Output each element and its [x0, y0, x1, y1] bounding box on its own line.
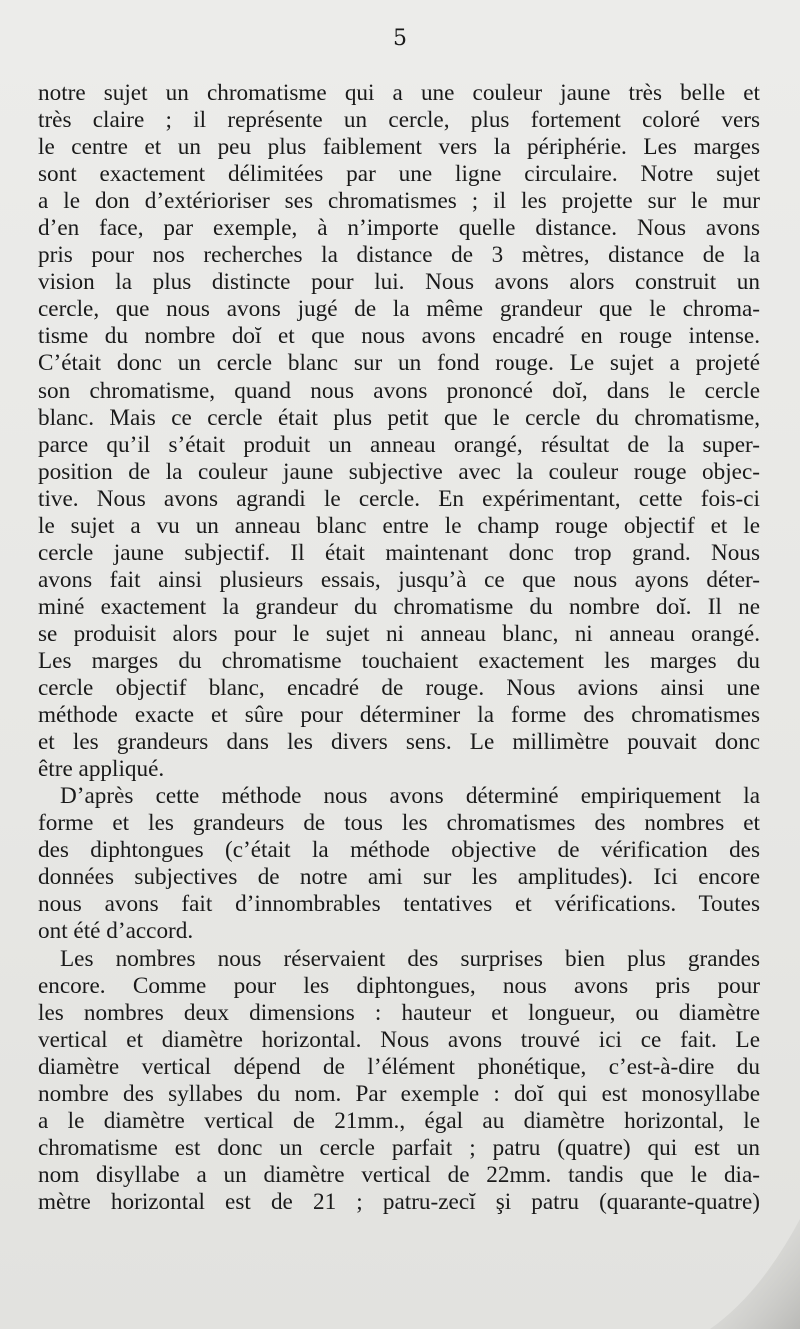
- page-number: 5: [393, 26, 407, 51]
- text-line: les nombres deux dimensions : hauteur et longueur, ou diamètre: [38, 999, 760, 1026]
- body-text: [38, 80, 760, 1216]
- text-line: notre sujet un chromatisme qui a une couleur jaune très belle et: [38, 80, 760, 106]
- text-line: Les nombres nous réservaient des surprises bien plus grandes: [60, 945, 760, 972]
- text-line: données subjectives de notre ami sur les amplitudes). Ici encore: [38, 864, 760, 891]
- paragraph: [38, 946, 760, 1216]
- text-line: le sujet a vu un anneau blanc entre le champ rouge objectif et le: [38, 512, 760, 539]
- text-line: des diphtongues (c’était la méthode objective de vérification des: [38, 837, 760, 864]
- text-line: a le don d’extérioriser ses chromatismes ; il les projette sur le mur: [38, 188, 760, 215]
- text-line: se produisit alors pour le sujet ni anneau blanc, ni anneau orangé.: [38, 620, 760, 647]
- text-line: son chromatisme, quand nous avons prononcé doĭ, dans le cercle: [38, 377, 760, 404]
- page-curl-shadow: [690, 1209, 800, 1329]
- text-line: C’était donc un cercle blanc sur un fond rouge. Le sujet a projeté: [38, 350, 760, 377]
- paragraph: [38, 783, 760, 945]
- text-line: et les grandeurs dans les divers sens. Le millimètre pouvait donc: [38, 729, 760, 756]
- text-line: nous avons fait d’innombrables tentatives et vérifications. Toutes: [38, 891, 760, 918]
- text-line: D’après cette méthode nous avons déterminé empiriquement la: [60, 783, 760, 810]
- text-line: nombre des syllabes du nom. Par exemple : doĭ qui est monosyllabe: [38, 1080, 760, 1107]
- text-line: cercle objectif blanc, encadré de rouge. Nous avions ainsi une: [38, 675, 760, 702]
- text-line: très claire ; il représente un cercle, plus fortement coloré vers: [38, 107, 760, 134]
- text-line: d’en face, par exemple, à n’importe quelle distance. Nous avons: [38, 215, 760, 242]
- text-line: ont été d’accord.: [38, 918, 194, 945]
- text-line: méthode exacte et sûre pour déterminer la forme des chromatismes: [38, 702, 760, 729]
- text-line: blanc. Mais ce cercle était plus petit que le cercle du chromatisme,: [38, 404, 760, 431]
- text-line: diamètre vertical dépend de l’élément phonétique, c’est-à-dire du: [38, 1053, 760, 1080]
- text-line: pris pour nos recherches la distance de 3 mètres, distance de la: [38, 242, 760, 269]
- text-line: avons fait ainsi plusieurs essais, jusqu’à ce que nous ayons déter-: [38, 566, 760, 593]
- text-line: forme et les grandeurs de tous les chromatismes des nombres et: [38, 810, 760, 837]
- text-line: position de la couleur jaune subjective avec la couleur rouge objec-: [38, 458, 760, 485]
- text-line: cercle jaune subjectif. Il était maintenant donc trop grand. Nous: [38, 539, 760, 566]
- text-line: encore. Comme pour les diphtongues, nous avons pris pour: [38, 972, 760, 999]
- text-line: Les marges du chromatisme touchaient exactement les marges du: [38, 647, 760, 674]
- text-line: chromatisme est donc un cercle parfait ; patru (quatre) qui est un: [38, 1134, 760, 1161]
- text-line: mètre horizontal est de 21 ; patru-zecĭ şi patru (quarante-quatre): [38, 1188, 760, 1215]
- text-line: a le diamètre vertical de 21mm., égal au diamètre horizontal, le: [38, 1107, 760, 1134]
- text-line: tive. Nous avons agrandi le cercle. En expérimentant, cette fois-ci: [38, 485, 760, 512]
- text-line: nom disyllabe a un diamètre vertical de 22mm. tandis que le dia-: [38, 1161, 760, 1188]
- text-line: miné exactement la grandeur du chromatisme du nombre doĭ. Il ne: [38, 593, 760, 620]
- text-line: le centre et un peu plus faiblement vers la périphérie. Les marges: [38, 134, 760, 161]
- text-line: vision la plus distincte pour lui. Nous avons alors construit un: [38, 269, 760, 296]
- text-line: être appliqué.: [38, 756, 165, 783]
- text-line: parce qu’il s’était produit un anneau orangé, résultat de la super-: [38, 431, 760, 458]
- text-line: cercle, que nous avons jugé de la même grandeur que le chroma-: [38, 296, 760, 323]
- text-line: tisme du nombre doĭ et que nous avons encadré en rouge intense.: [38, 323, 760, 350]
- text-line: vertical et diamètre horizontal. Nous avons trouvé ici ce fait. Le: [38, 1026, 760, 1053]
- paragraph: [38, 80, 760, 783]
- text-line: sont exactement délimitées par une ligne circulaire. Notre sujet: [38, 161, 760, 188]
